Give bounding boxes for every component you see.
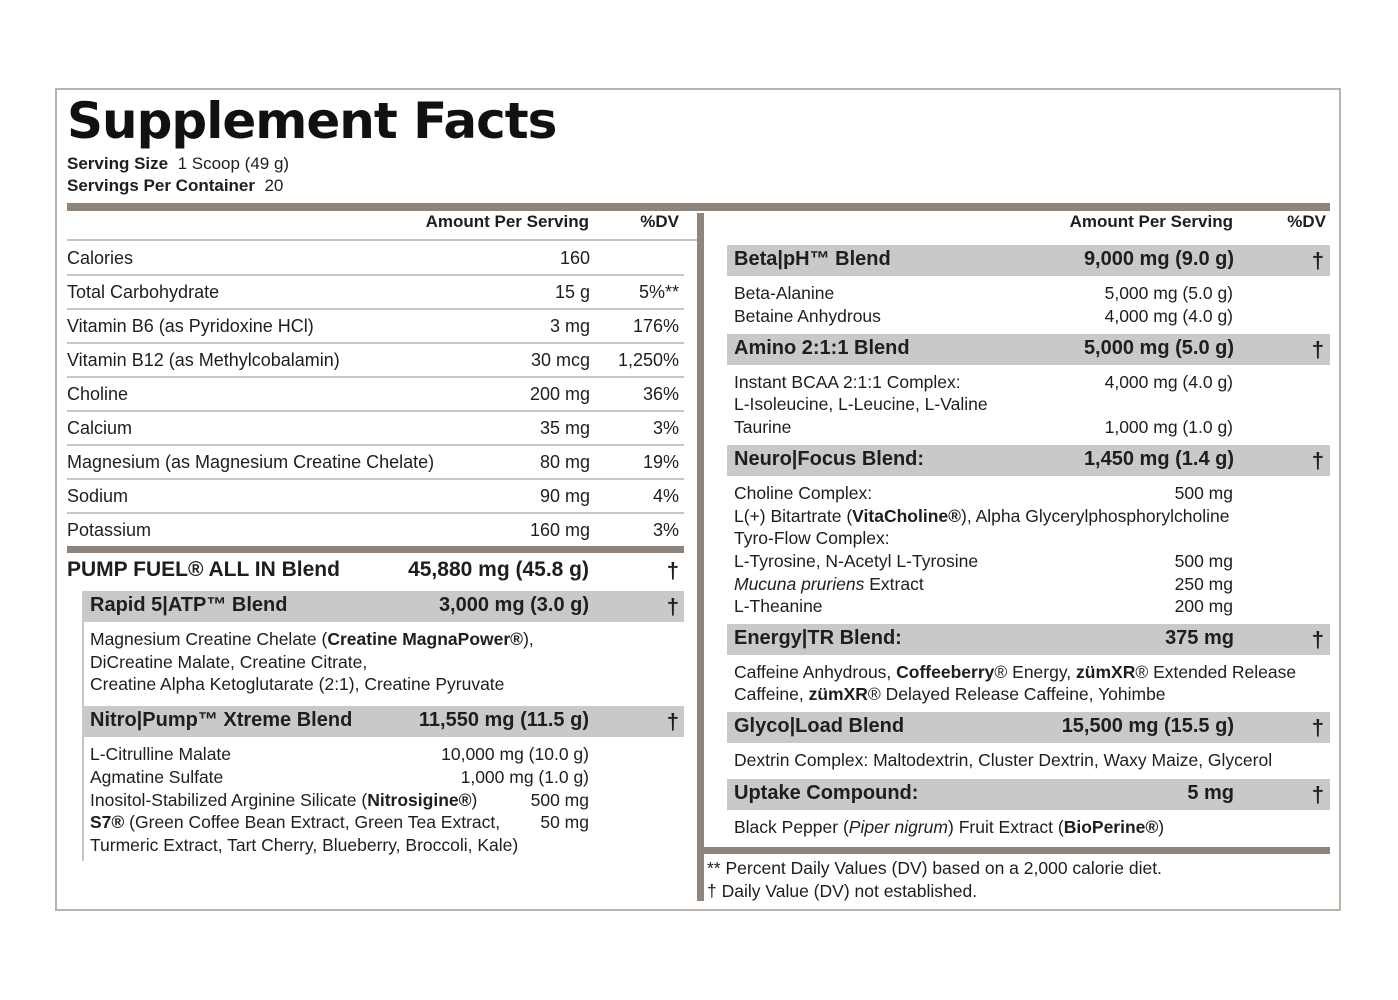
pump-fuel-blend-amount: 45,880 mg (45.8 g): [408, 558, 589, 581]
beta-blend-name: Beta|pH™ Blend: [734, 248, 891, 270]
beta-ingredient-name: Betaine Anhydrous: [734, 306, 881, 326]
nutrient-dv: 19%: [642, 452, 679, 472]
uptake-ingredient-line: [734, 817, 1164, 838]
beta-ingredient-amount: 4,000 mg (4.0 g): [1104, 306, 1233, 326]
nutrient-row: [67, 378, 684, 412]
neuro-ingredient-line: L-Tyrosine, N-Acetyl L-Tyrosine: [734, 551, 979, 571]
nutrient-name: Magnesium (as Magnesium Creatine Chelate): [67, 452, 435, 472]
nutrient-amount: 80 mg: [539, 452, 590, 472]
nitro-blend-name: Nitro|Pump™ Xtreme Blend: [90, 709, 353, 731]
ingredient-text: ® Extended Release: [1135, 662, 1297, 682]
nutrient-row: [67, 480, 684, 514]
amino-ingredient-name: Taurine: [734, 417, 792, 437]
pump-fuel-blend-name: PUMP FUEL® ALL IN Blend: [67, 558, 340, 581]
nutrient-amount: 200 mg: [529, 384, 590, 404]
amino-ingredient-line: L-Isoleucine, L-Leucine, L-Valine: [734, 394, 988, 414]
neuro-ingredient-name: L-Theanine: [734, 596, 823, 616]
glyco-blend-name: Glyco|Load Blend: [734, 715, 905, 737]
nutrient-amount: 30 mcg: [530, 350, 590, 370]
ingredient-text: ® Delayed Release Caffeine, Yohimbe: [867, 684, 1166, 704]
nutrient-row: [67, 242, 684, 276]
brand-name: zümXR: [808, 684, 868, 704]
brand-name: Nitrosigine®: [367, 790, 472, 810]
nutrient-name: Choline: [67, 384, 129, 404]
rapid5-ingredient-line: [90, 629, 534, 650]
nitro-ingredient-amount: 50 mg: [540, 812, 589, 832]
nutrient-amount: 35 mg: [539, 418, 590, 438]
neuro-blend-name: Neuro|Focus Blend:: [734, 448, 925, 470]
beta-blend-amount: 9,000 mg (9.0 g): [1083, 248, 1234, 270]
energy-ingredient-line: [734, 684, 1166, 705]
nutrient-row: [67, 446, 684, 480]
amino-blend-name: Amino 2:1:1 Blend: [734, 337, 910, 359]
glyco-blend-amount: 15,500 mg (15.5 g): [1061, 715, 1234, 737]
right-dv-header: %DV: [1287, 212, 1326, 231]
ingredient-text: (Green Coffee Bean Extract, Green Tea Extract,: [124, 812, 501, 832]
nutrient-name: Calories: [67, 248, 134, 268]
rapid5-ingredient-line: Creatine Alpha Ketoglutarate (2:1), Creatine Pyruvate: [90, 674, 505, 694]
neuro-ingredient-name: [734, 574, 924, 595]
footnote-dagger: † Daily Value (DV) not established.: [707, 881, 978, 901]
neuro-blend-amount: 1,450 mg (1.4 g): [1083, 448, 1234, 470]
ingredient-text: Inositol-Stabilized Arginine Silicate (: [90, 790, 368, 810]
latin-name: Piper nigrum: [848, 817, 948, 837]
nitro-ingredient-name: Agmatine Sulfate: [90, 767, 224, 787]
serving-size-value: 1 Scoop (49 g): [177, 154, 290, 173]
nutrient-amount: 90 mg: [539, 486, 590, 506]
beta-blend-header: [727, 245, 1330, 276]
servings-per-container-label: Servings Per Container: [67, 176, 256, 195]
ingredient-text: ® Energy,: [994, 662, 1077, 682]
neuro-ingredient-amount: 500 mg: [1174, 483, 1233, 503]
brand-name: Creatine MagnaPower®: [327, 629, 524, 649]
nutrient-amount: 160: [559, 248, 590, 268]
left-header-rule: [67, 239, 697, 241]
beta-ingredient-amount: 5,000 mg (5.0 g): [1104, 283, 1233, 303]
dagger-mark: †: [1311, 448, 1324, 473]
energy-blend-header: [727, 624, 1330, 655]
amino-ingredient-name: Instant BCAA 2:1:1 Complex:: [734, 372, 961, 392]
neuro-ingredient-line: [734, 506, 1230, 527]
amino-blend-amount: 5,000 mg (5.0 g): [1083, 337, 1234, 359]
uptake-blend-amount: 5 mg: [1187, 782, 1234, 804]
dagger-mark: †: [666, 709, 679, 734]
nitro-indent-rule: [82, 737, 84, 861]
servings-per-container: [67, 176, 283, 196]
nitro-ingredient-amount: 1,000 mg (1.0 g): [460, 767, 589, 787]
footnote-dv-basis: ** Percent Daily Values (DV) based on a 2,000 calorie diet.: [707, 858, 1162, 878]
energy-ingredient-line: [734, 662, 1296, 683]
neuro-ingredient-name: Tyro-Flow Complex:: [734, 528, 890, 548]
nutrient-dv: 4%: [652, 486, 679, 506]
neuro-ingredient-amount: 500 mg: [1174, 551, 1233, 571]
dagger-mark: †: [1311, 715, 1324, 740]
nutrient-name: Vitamin B12 (as Methylcobalamin): [67, 350, 340, 370]
dagger-mark: †: [1311, 337, 1324, 362]
amino-ingredient-amount: 1,000 mg (1.0 g): [1104, 417, 1233, 437]
nutrient-amount: 15 g: [554, 282, 590, 302]
nutrient-row: [67, 344, 684, 378]
nitro-ingredient-name: L-Citrulline Malate: [90, 744, 232, 764]
nutrient-amount: 160 mg: [529, 520, 590, 540]
uptake-blend-header: [727, 779, 1330, 810]
nitro-blend-header: [82, 706, 684, 737]
dagger-mark: †: [1311, 782, 1324, 807]
nitro-ingredient-amount: 10,000 mg (10.0 g): [441, 744, 589, 764]
amino-blend-header: [727, 334, 1330, 365]
amino-ingredient-amount: 4,000 mg (4.0 g): [1104, 372, 1233, 392]
nutrient-dv: 176%: [632, 316, 679, 336]
glyco-ingredient-line: Dextrin Complex: Maltodextrin, Cluster Dextrin, Waxy Maize, Glycerol: [734, 750, 1273, 770]
nitro-ingredient-line: Turmeric Extract, Tart Cherry, Blueberry, Broccoli, Kale): [90, 835, 519, 855]
dagger-mark: †: [666, 594, 679, 619]
nutrient-dv: 1,250%: [617, 350, 679, 370]
servings-per-container-value: 20: [264, 176, 284, 195]
nutrient-name: Total Carbohydrate: [67, 282, 220, 302]
ingredient-text: ): [1158, 817, 1165, 837]
nutrient-row: [67, 276, 684, 310]
brand-name: VitaCholine®: [852, 506, 962, 526]
right-amount-header: Amount Per Serving: [1069, 212, 1233, 231]
column-divider: [697, 213, 704, 901]
nutrient-name: Potassium: [67, 520, 152, 540]
ingredient-text: ) Fruit Extract (: [948, 817, 1064, 837]
uptake-blend-name: Uptake Compound:: [734, 782, 919, 804]
nutrient-row: [67, 412, 684, 446]
nutrient-dv: 36%: [642, 384, 679, 404]
nutrient-dv: 3%: [652, 418, 679, 438]
ingredient-text: Extract: [864, 574, 924, 594]
nitro-ingredient-name: [90, 790, 477, 811]
rapid5-blend-name: Rapid 5|ATP™ Blend: [90, 594, 288, 616]
nutrient-row: [67, 514, 684, 548]
ingredient-text: Caffeine Anhydrous,: [734, 662, 897, 682]
footnote-divider: [704, 847, 1330, 854]
neuro-ingredient-amount: 250 mg: [1174, 574, 1233, 594]
rapid5-blend-header: [82, 591, 684, 622]
nutrient-name: Calcium: [67, 418, 133, 438]
left-amount-header: Amount Per Serving: [425, 212, 589, 231]
nutrient-dv: 5%**: [638, 282, 679, 302]
rapid5-indent-rule: [82, 622, 84, 706]
page-title: Supplement Facts: [67, 92, 557, 150]
brand-name: BioPerine®: [1063, 817, 1159, 837]
neuro-ingredient-name: Choline Complex:: [734, 483, 873, 503]
left-dv-header: %DV: [640, 212, 679, 231]
dagger-mark: †: [1311, 627, 1324, 652]
brand-name: S7®: [90, 812, 125, 832]
nitro-ingredient-amount: 500 mg: [530, 790, 589, 810]
nutrient-dv: 3%: [652, 520, 679, 540]
nutrient-amount: 3 mg: [549, 316, 590, 336]
nutrient-name: Vitamin B6 (as Pyridoxine HCl): [67, 316, 314, 336]
ingredient-text: Black Pepper (: [734, 817, 849, 837]
ingredient-text: ),: [523, 629, 534, 649]
serving-size-label: Serving Size: [67, 154, 169, 173]
neuro-ingredient-amount: 200 mg: [1174, 596, 1233, 616]
rapid5-blend-amount: 3,000 mg (3.0 g): [438, 594, 589, 616]
ingredient-text: ), Alpha Glycerylphosphorylcholine: [961, 506, 1230, 526]
top-divider: [67, 203, 1330, 211]
latin-name: Mucuna pruriens: [734, 574, 865, 594]
ingredient-text: Caffeine,: [734, 684, 809, 704]
pump-fuel-blend-row: [67, 556, 684, 588]
pump-fuel-divider: [67, 546, 684, 553]
ingredient-text: L(+) Bitartrate (: [734, 506, 853, 526]
dagger-mark: †: [1311, 248, 1324, 273]
nitro-ingredient-name: [90, 812, 500, 833]
dagger-mark: †: [666, 558, 679, 583]
energy-blend-name: Energy|TR Blend:: [734, 627, 902, 649]
nitro-blend-amount: 11,550 mg (11.5 g): [418, 709, 589, 731]
glyco-blend-header: [727, 712, 1330, 743]
brand-name: Coffeeberry: [896, 662, 995, 682]
nutrient-name: Sodium: [67, 486, 129, 506]
ingredient-text: ): [471, 790, 478, 810]
energy-blend-amount: 375 mg: [1165, 627, 1234, 649]
serving-size: [67, 154, 289, 174]
neuro-blend-header: [727, 445, 1330, 476]
brand-name: zümXR: [1076, 662, 1136, 682]
ingredient-text: Magnesium Creatine Chelate (: [90, 629, 328, 649]
beta-ingredient-name: Beta-Alanine: [734, 283, 835, 303]
nutrient-row: [67, 310, 684, 344]
rapid5-ingredient-line: DiCreatine Malate, Creatine Citrate,: [90, 652, 368, 672]
